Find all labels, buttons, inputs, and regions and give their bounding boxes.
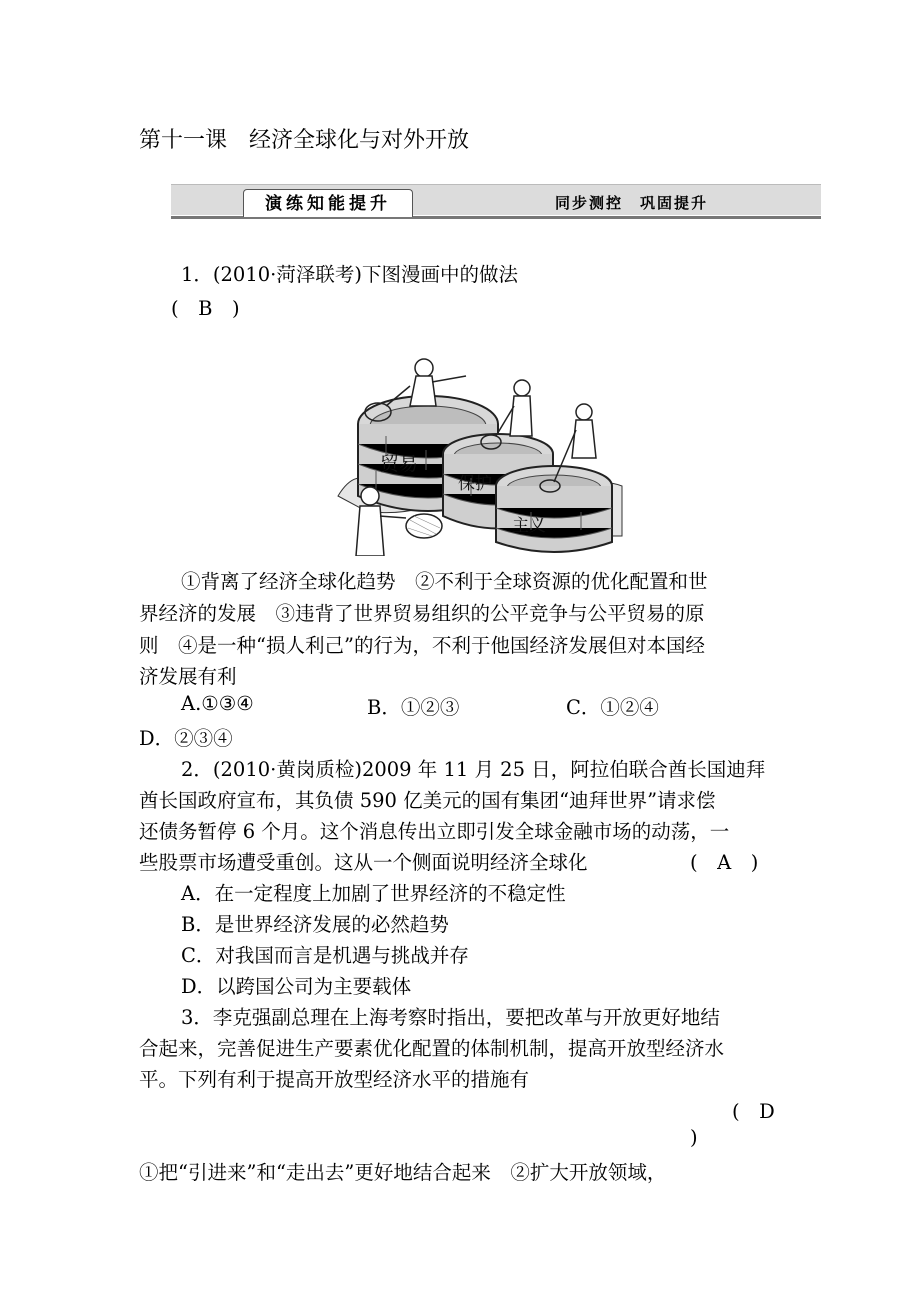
q3-answer-open: ( D [732, 1100, 775, 1123]
q2-answer: ( A ) [690, 851, 759, 874]
trade-protectionism-cartoon [336, 346, 624, 556]
q2-stem-line4: 些股票市场遭受重创。这从一个侧面说明经济全球化 [139, 851, 588, 874]
q2-option-d: D．以跨国公司为主要载体 [181, 975, 412, 998]
page-title: 第十一课 经济全球化与对外开放 [139, 128, 470, 153]
banner-tab-label: 演练知能提升 [243, 189, 413, 217]
q1-statement-line2: 界经济的发展 ③违背了世界贸易组织的公平竞争与公平贸易的原 [139, 602, 705, 625]
q1-stem: 1．(2010·菏泽联考)下图漫画中的做法 [181, 263, 518, 286]
q1-option-b: B．①②③ [367, 696, 460, 719]
q3-answer-close: ) [690, 1126, 698, 1149]
q2-option-b: B．是世界经济发展的必然趋势 [181, 913, 449, 936]
q2-stem-line3: 还债务暂停 6 个月。这个消息传出立即引发全球金融市场的动荡，一 [139, 820, 730, 843]
q2-option-a: A．在一定程度上加剧了世界经济的不稳定性 [181, 882, 566, 905]
cartoon-label-protection: 保护 [458, 474, 492, 494]
q3-stem-line2: 合起来，完善促进生产要素优化配置的体制机制，提高开放型经济水 [139, 1037, 725, 1060]
cartoon-label-trade: 贸易 [380, 453, 419, 475]
q1-option-c: C．①②④ [566, 696, 659, 719]
q2-stem-line2: 酋长国政府宣布，其负债 590 亿美元的国有集团“迪拜世界”请求偿 [139, 789, 716, 812]
q1-option-a: A.①③④ [181, 692, 254, 715]
q3-stem-line3: 平。下列有利于提高开放型经济水平的措施有 [139, 1068, 530, 1091]
section-banner [171, 184, 821, 220]
q2-stem-line1: 2．(2010·黄岗质检)2009 年 11 月 25 日，阿拉伯联合酋长国迪拜 [181, 758, 766, 781]
q1-option-d: D．②③④ [139, 727, 233, 750]
q2-option-c: C．对我国而言是机遇与挑战并存 [181, 944, 469, 967]
banner-right-label: 同步测控 巩固提升 [555, 194, 709, 212]
cartoon-label-ism: 主义 [512, 516, 546, 536]
q3-stem-line1: 3．李克强副总理在上海考察时指出，要把改革与开放更好地结 [181, 1006, 720, 1029]
q1-answer: ( B ) [171, 297, 240, 320]
q3-statement-line1: ①把“引进来”和“走出去”更好地结合起来 ②扩大开放领域， [139, 1161, 667, 1184]
q1-statement-line3: 则 ④是一种“损人利己”的行为，不利于他国经济发展但对本国经 [139, 634, 705, 657]
q1-statement-line1: ①背离了经济全球化趋势 ②不利于全球资源的优化配置和世 [181, 570, 708, 593]
q1-statement-line4: 济发展有利 [139, 665, 237, 688]
